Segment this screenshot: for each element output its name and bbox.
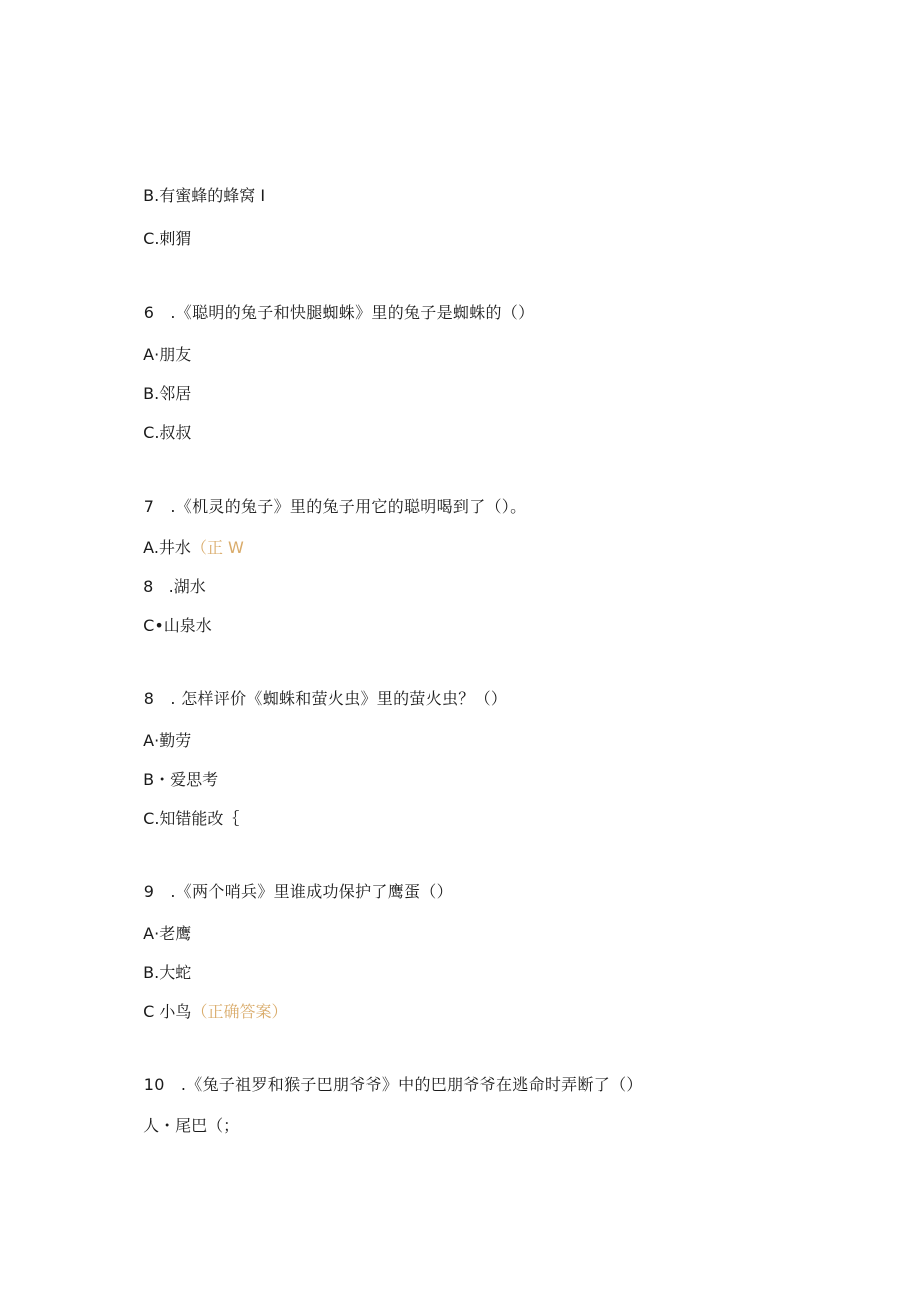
option-text: A·老鹰 — [143, 924, 192, 943]
option-b-q7 — [133, 557, 206, 597]
question-text: 8 . 怎样评价《蜘蛛和萤火虫》里的萤火虫？（） — [143, 689, 508, 708]
question-text: 6 .《聪明的兔子和快腿蜘蛛》里的兔子是蜘蛛的（） — [143, 303, 535, 322]
question-9 — [133, 862, 453, 902]
option-text: B・爱思考 — [143, 770, 219, 789]
option-text: A.井水 — [143, 538, 191, 557]
option-a-q7 — [133, 518, 244, 558]
option-text: C.叔叔 — [143, 423, 192, 442]
question-text: 9 .《两个哨兵》里谁成功保护了鹰蛋（） — [143, 882, 453, 901]
option-a-q9 — [133, 904, 191, 944]
option-text: C 小鸟 — [143, 1002, 192, 1021]
option-b-q5 — [133, 166, 265, 206]
option-c-q9 — [133, 982, 287, 1022]
option-c-q7 — [133, 596, 212, 636]
question-8 — [133, 669, 507, 709]
option-b-q8 — [133, 750, 218, 790]
answer-hint: （正确答案） — [191, 1002, 288, 1021]
option-text: C•山泉水 — [143, 616, 212, 635]
option-text: 8 .湖水 — [143, 577, 206, 596]
option-text: A·朋友 — [143, 345, 192, 364]
option-c-q5 — [133, 209, 191, 249]
option-a-q6 — [133, 325, 191, 365]
question-text: 10 .《兔子祖罗和猴子巴朋爷爷》中的巴朋爷爷在逃命时弄断了（） — [143, 1075, 643, 1094]
option-a-q10 — [133, 1096, 239, 1136]
question-6 — [133, 283, 534, 323]
option-text: A·勤劳 — [143, 731, 192, 750]
option-text: B.大蛇 — [143, 963, 192, 982]
option-b-q6 — [133, 364, 191, 404]
answer-hint: （正 W — [190, 538, 244, 557]
option-text: C.刺猬 — [143, 229, 192, 248]
option-text: 人・尾巴（； — [143, 1116, 240, 1135]
question-7 — [133, 477, 526, 517]
option-text: B.邻居 — [143, 384, 192, 403]
option-text: B.有蜜蜂的蜂窝 I — [143, 186, 266, 205]
option-text: C.知错能改｛ — [143, 809, 240, 828]
option-c-q6 — [133, 403, 191, 443]
question-10 — [133, 1055, 643, 1095]
option-a-q8 — [133, 711, 191, 751]
option-b-q9 — [133, 943, 191, 983]
option-c-q8 — [133, 789, 239, 829]
question-text: 7 .《机灵的兔子》里的兔子用它的聪明喝到了（）。 — [143, 497, 527, 516]
